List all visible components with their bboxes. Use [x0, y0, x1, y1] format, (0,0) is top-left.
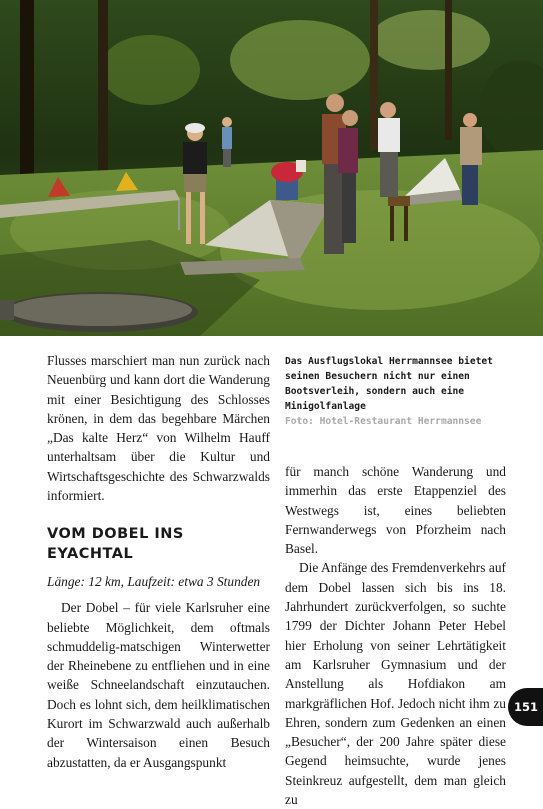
body-paragraph: Der Dobel – für viele Karlsruher eine beliebte Möglichkeit, dem oftmals schmuddelig-matschigen Winterwetter der Rheinebene zu entfliehen und in eine weiße Schneelandschaft einzutauchen. Doch es lohnt sich, dem heilklimatischen Kurort im Schwarzwald auch außerhalb der Wintersaison einen Besuch abzustatten, da er Ausgangspunkt	[47, 600, 270, 770]
body-paragraph: Die Anfänge des Fremdenverkehrs auf dem Dobel lassen sich bis ins 18. Jahrhundert zurückverfolgen, so suchte 1799 der Dichter Johann Peter Hebel hier Erholung von seiner Lehrtätigkeit am Karlsruher Gymnasium und der Anstellung als Hofdiakon am markgräflichen Hof. Jedoch nicht ihm zu Ehren, sondern zum Gedenken an einen „Besucher“, der 200 Jahre später diese Gegend heimsuchte, wurde jenes Steinkreuz aufgestellt, dem man gleich zu	[285, 560, 506, 808]
body-paragraph: für manch schöne Wanderung und immerhin das erste Etappenziel des Westwegs ist, eines beliebten Fernwanderwegs von Pforzheim nach Basel.	[285, 464, 506, 557]
left-column	[47, 351, 270, 772]
photo-credit: Foto: Hotel-Restaurant Herrmannsee	[285, 416, 482, 427]
person-background	[222, 117, 232, 167]
body-paragraph: Flusses marschiert man nun zurück nach Neuenbürg und kann dort die Wanderung mit einer Besichtigung des Schlosses krönen, in dem das begehbare Märchen „Das kalte Herz“ von Wilhelm Hauff unterhaltsam über die Kultur und Wirtschaftsgeschichte des Schwarzwalds informiert.	[47, 353, 270, 504]
minigolf-photo	[0, 0, 543, 336]
section-heading: VOM DOBEL INS EYACHTAL	[47, 526, 184, 562]
photo-illustration	[0, 0, 543, 336]
right-column	[285, 462, 506, 809]
route-info: Länge: 12 km, Laufzeit: etwa 3 Stunden	[47, 573, 261, 589]
photo-caption	[285, 354, 515, 429]
caption-text: Das Ausflugslokal Herrmannsee bietet seinen Besuchern nicht nur einen Bootsverleih, sondern auch eine Minigolfanlage	[285, 356, 493, 412]
page-number: 151	[508, 688, 543, 726]
